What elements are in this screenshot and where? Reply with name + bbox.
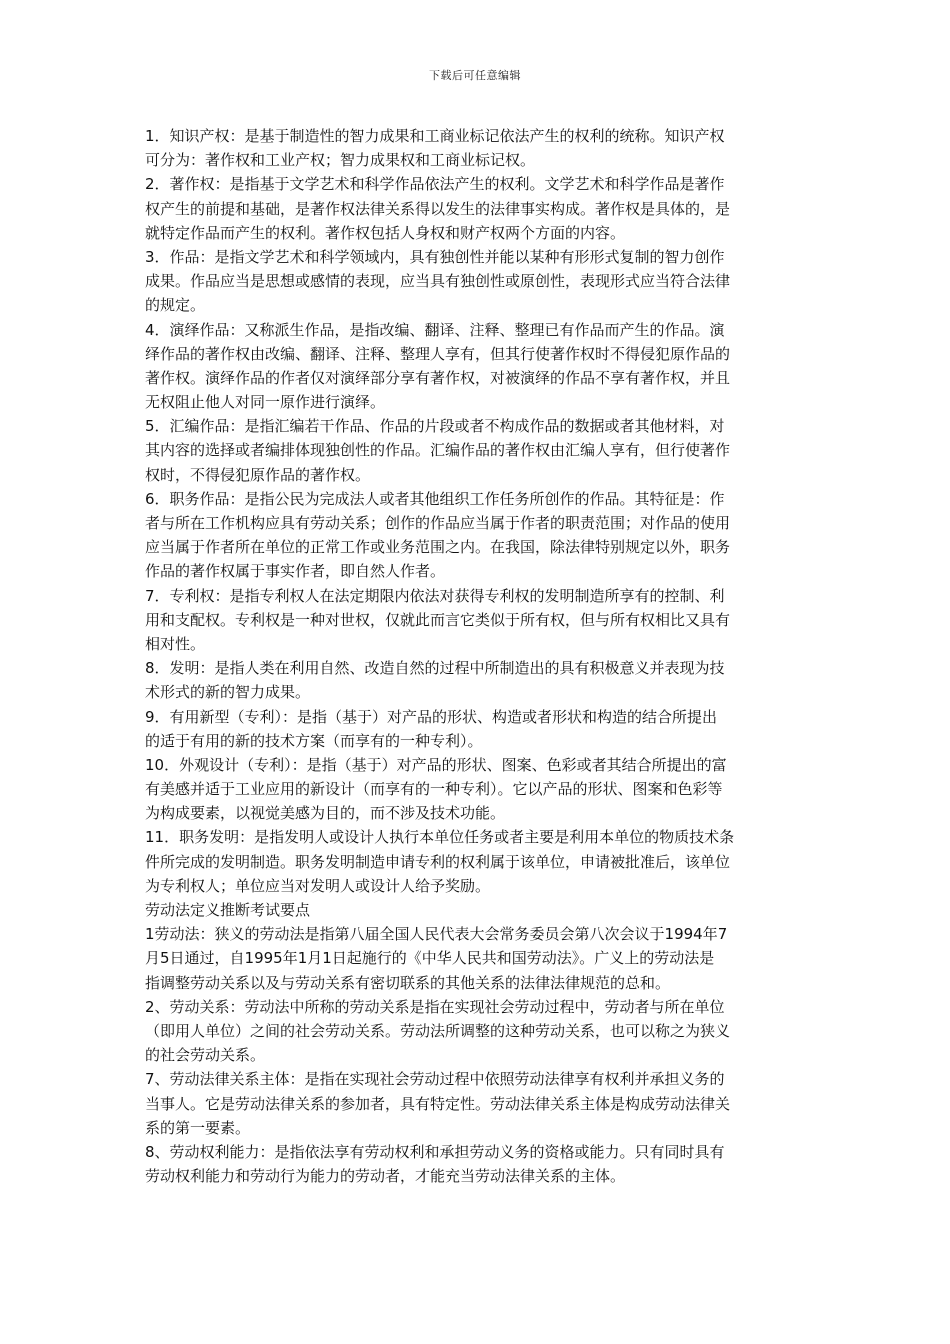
text-line: 2、劳动关系：劳动法中所称的劳动关系是指在实现社会劳动过程中，劳动者与所在单位 bbox=[145, 997, 725, 1016]
text-line: 3．作品：是指文学艺术和科学领域内，具有独创性并能以某种有形形式复制的智力创作 bbox=[145, 247, 725, 266]
text-line: 件所完成的发明制造。职务发明制造申请专利的权利属于该单位，申请被批准后，该单位 bbox=[145, 852, 731, 871]
text-line: 就特定作品而产生的权利。著作权包括人身权和财产权两个方面的内容。 bbox=[145, 223, 626, 242]
text-line: 为专利权人；单位应当对发明人或设计人给予奖励。 bbox=[145, 876, 491, 895]
page-header: 下载后可任意编辑 bbox=[429, 69, 521, 82]
text-line: 权时，不得侵犯原作品的著作权。 bbox=[145, 465, 371, 484]
text-line: 1．知识产权：是基于制造性的智力成果和工商业标记依法产生的权利的统称。知识产权 bbox=[145, 127, 725, 145]
text-line: 著作权。演绎作品的作者仅对演绎部分享有著作权，对被演绎的作品不享有著作权，并且 bbox=[145, 368, 731, 387]
text-line: 7、劳动法律关系主体：是指在实现社会劳动过程中依照劳动法律享有权利并承担义务的 bbox=[145, 1070, 725, 1089]
text-line: 当事人。它是劳动法律关系的参加者，具有特定性。劳动法律关系主体是构成劳动法律关 bbox=[145, 1094, 731, 1113]
text-line: 权产生的前提和基础，是著作权法律关系得以发生的法律事实构成。著作权是具体的，是 bbox=[145, 199, 731, 218]
text-line: （即用人单位）之间的社会劳动关系。劳动法所调整的这种劳动关系，也可以称之为狭义 bbox=[145, 1021, 731, 1040]
text-line: 绎作品的著作权由改编、翻译、注释、整理人享有，但其行使著作权时不得侵犯原作品的 bbox=[145, 344, 731, 363]
text-line: 作品的著作权属于事实作者，即自然人作者。 bbox=[145, 562, 446, 581]
text-line: 月5日通过，自1995年1月1日起施行的《中华人民共和国劳动法》。广义上的劳动法是 bbox=[145, 949, 715, 968]
text-line: 成果。作品应当是思想或感情的表现，应当具有独创性或原创性，表现形式应当符合法律 bbox=[145, 272, 731, 291]
text-line: 10．外观设计（专利）：是指（基于）对产品的形状、图案、色彩或者其结合所提出的富 bbox=[145, 755, 727, 774]
text-line: 劳动权利能力和劳动行为能力的劳动者，才能充当劳动法律关系的主体。 bbox=[145, 1167, 626, 1186]
text-line: 为构成要素，以视觉美感为目的，而不涉及技术功能。 bbox=[145, 804, 506, 823]
text-line: 8、劳动权利能力：是指依法享有劳动权利和承担劳动义务的资格或能力。只有同时具有 bbox=[145, 1142, 725, 1161]
text-line: 相对性。 bbox=[145, 634, 206, 653]
text-line: 7．专利权：是指专利权人在法定期限内依法对获得专利权的发明制造所享有的控制、利 bbox=[145, 586, 725, 605]
text-line: 的规定。 bbox=[145, 296, 206, 315]
text-line: 应当属于作者所在单位的正常工作或业务范围之内。在我国，除法律特别规定以外，职务 bbox=[145, 538, 731, 557]
text-line: 的适于有用的新的技术方案（而享有的一种专利）。 bbox=[145, 731, 483, 750]
text-line: 11．职务发明：是指发明人或设计人执行本单位任务或者主要是利用本单位的物质技术条 bbox=[145, 828, 735, 847]
text-line: 8．发明：是指人类在利用自然、改造自然的过程中所制造出的具有积极意义并表现为技 bbox=[145, 659, 725, 678]
text-line: 有美感并适于工业应用的新设计（而享有的一种专利）。它以产品的形状、图案和色彩等 bbox=[145, 780, 723, 799]
text-line: 的社会劳动关系。 bbox=[145, 1046, 266, 1065]
text-line: 5．汇编作品：是指汇编若干作品、作品的片段或者不构成作品的数据或者其他材料，对 bbox=[145, 417, 725, 436]
text-line: 无权阻止他人对同一原作进行演绎。 bbox=[145, 393, 386, 412]
text-line: 2．著作权：是指基于文学艺术和科学作品依法产生的权利。文学艺术和科学作品是著作 bbox=[145, 175, 725, 194]
text-line: 9．有用新型（专利）：是指（基于）对产品的形状、构造或者形状和构造的结合所提出 bbox=[145, 707, 718, 726]
text-line: 6．职务作品：是指公民为完成法人或者其他组织工作任务所创作的作品。其特征是：作 bbox=[145, 489, 725, 508]
text-line: 其内容的选择或者编排体现独创性的作品。汇编作品的著作权由汇编人享有，但行使著作 bbox=[145, 441, 731, 460]
text-line: 系的第一要素。 bbox=[145, 1118, 251, 1137]
text-line: 4．演绎作品：又称派生作品，是指改编、翻译、注释、整理已有作品而产生的作品。演 bbox=[145, 320, 725, 339]
text-line: 可分为：著作权和工业产权；智力成果权和工商业标记权。 bbox=[145, 151, 536, 170]
text-line: 术形式的新的智力成果。 bbox=[145, 683, 311, 702]
document-body bbox=[145, 124, 810, 1188]
text-line: 指调整劳动关系以及与劳动关系有密切联系的其他关系的法律法律规范的总和。 bbox=[145, 973, 671, 992]
text-line: 用和支配权。专利权是一种对世权，仅就此而言它类似于所有权，但与所有权相比又具有 bbox=[145, 610, 731, 629]
text-line: 者与所在工作机构应具有劳动关系；创作的作品应当属于作者的职责范围；对作品的使用 bbox=[145, 514, 731, 532]
text-line: 1劳动法：狭义的劳动法是指第八届全国人民代表大会常务委员会第八次会议于1994年7 bbox=[145, 925, 728, 944]
section-heading: 劳动法定义推断考试要点 bbox=[145, 901, 311, 919]
